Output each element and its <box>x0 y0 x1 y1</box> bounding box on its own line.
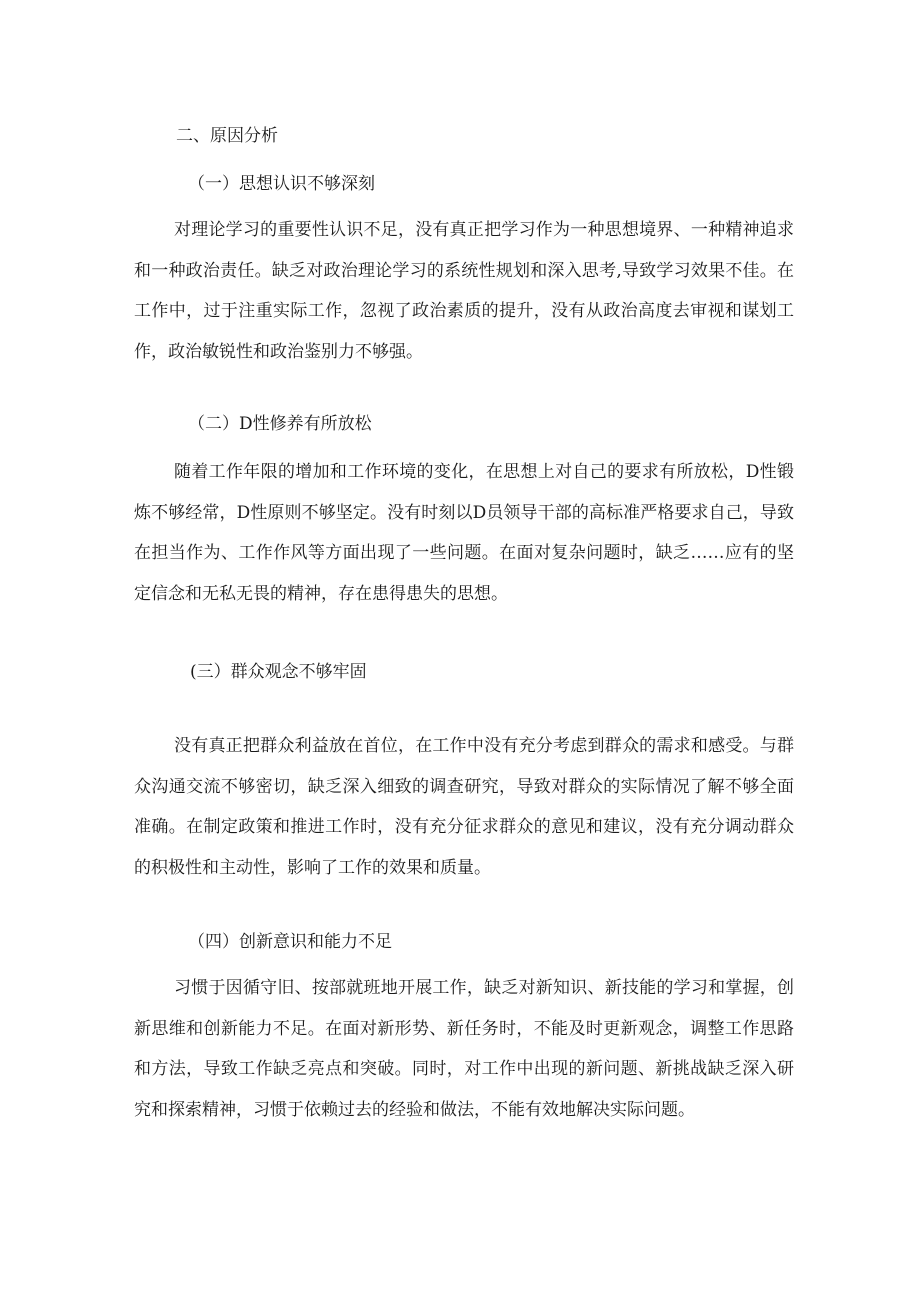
subsection-2-paragraph: 随着工作年限的增加和工作环境的变化，在思想上对自己的要求有所放松，D性锻炼不够经常，D性原则不够坚定。没有时刻以D员领导干部的高标准严格要求自己，导致在担当作为、工作作风等方面出现了一些问题。在面对复杂问题时，缺乏……应有的坚定信念和无私无畏的精神，存在患得患失的思想。 <box>134 462 794 604</box>
subsection-1-heading: （一）思想认识不够深刻 <box>188 174 375 194</box>
subsection-2-heading: （二）D性修养有所放松 <box>188 414 372 434</box>
subsection-3-paragraph: 没有真正把群众利益放在首位，在工作中没有充分考虑到群众的需求和感受。与群众沟通交流不够密切，缺乏深入细致的调查研究，导致对群众的实际情况了解不够全面准确。在制定政策和推进工作时，没有充分征求群众的意见和建议，没有充分调动群众的积极性和主动性，影响了工作的效果和质量。 <box>134 736 794 878</box>
subsection-4-paragraph: 习惯于因循守旧、按部就班地开展工作，缺乏对新知识、新技能的学习和掌握，创新思维和创新能力不足。在面对新形势、新任务时，不能及时更新观念，调整工作思路和方法，导致工作缺乏亮点和突破。同时，对工作中出现的新问题、新挑战缺乏深入研究和探索精神，习惯于依赖过去的经验和做法，不能有效地解决实际问题。 <box>134 978 794 1120</box>
subsection-3-heading: (三）群众观念不够牢固 <box>190 662 367 682</box>
section-title: 二、原因分析 <box>176 126 278 146</box>
subsection-1-paragraph: 对理论学习的重要性认识不足，没有真正把学习作为一种思想境界、一种精神追求和一种政治责任。缺乏对政治理论学习的系统性规划和深入思考,导致学习效果不佳。在工作中，过于注重实际工作，忽视了政治素质的提升，没有从政治高度去审视和谋划工作，政治敏锐性和政治鉴别力不够强。 <box>134 220 794 362</box>
subsection-4-heading: （四）创新意识和能力不足 <box>188 932 392 952</box>
